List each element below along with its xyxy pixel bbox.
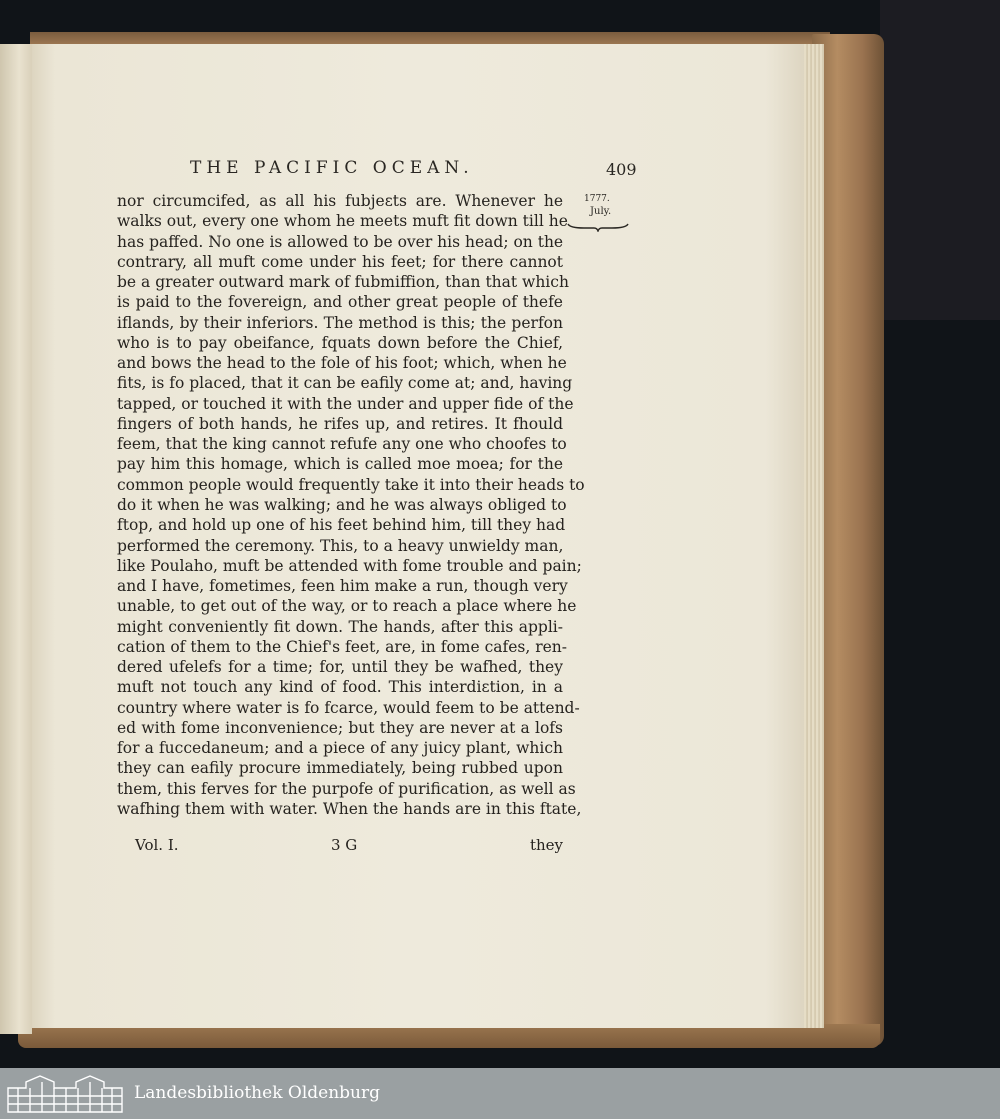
- text-line: they can eafily procure immediately, being rubbed upon: [117, 759, 563, 778]
- text-line: country where water is fo fcarce, would feem to be attend-: [117, 698, 580, 717]
- catchword: they: [529, 836, 563, 854]
- text-line: contrary, all muft come under his feet; for there cannot: [117, 252, 563, 271]
- text-line: do it when he was walking; and he was always obliged to: [117, 495, 567, 514]
- library-name: Landesbibliothek Oldenburg: [134, 1083, 381, 1103]
- text-line: is paid to the fovereign, and other great people of thefe: [117, 293, 563, 312]
- body-text: [117, 191, 585, 819]
- text-line: dered ufelefs for a time; for, until they be wafhed, they: [117, 658, 563, 677]
- page-footer: [135, 836, 563, 856]
- text-line: for a fuccedaneum; and a piece of any juicy plant, which: [117, 739, 563, 758]
- text-line: cation of them to the Chief's feet, are, in fome cafes, ren-: [117, 637, 568, 656]
- text-line: unable, to get out of the way, or to reach a place where he: [117, 597, 577, 616]
- text-line: like Poulaho, muft be attended with fome trouble and pain;: [117, 556, 582, 575]
- running-head: THE PACIFIC OCEAN.: [190, 158, 474, 178]
- text-line: ftop, and hold up one of his feet behind him, till they had: [117, 516, 566, 535]
- text-line: pay him this homage, which is called moe moea; for the: [117, 455, 563, 474]
- volume-label: Vol. I.: [135, 836, 179, 854]
- text-line: muft not touch any kind of food. This interdiɛtion, in a: [117, 678, 563, 697]
- text-line: fingers of both hands, he rifes up, and retires. It fhould: [117, 414, 563, 433]
- text-line: feem, that the king cannot refufe any one who choofes to: [117, 435, 567, 454]
- library-banner: [0, 1068, 1000, 1119]
- margin-brace-icon: [566, 218, 630, 232]
- signature-mark: 3 G: [331, 836, 358, 854]
- text-line: them, this ferves for the purpofe of purification, as well as: [117, 779, 576, 798]
- text-line: wafhing them with water. When the hands are in this ftate,: [117, 799, 582, 818]
- text-line: and bows the head to the fole of his foot; which, when he: [117, 354, 567, 373]
- margin-note-month: July.: [590, 206, 612, 217]
- text-line: who is to pay obeifance, fquats down before the Chief,: [117, 333, 563, 352]
- text-line: nor circumcifed, as all his fubjeɛts are. Whenever he: [117, 192, 563, 210]
- text-line: performed the ceremony. This, to a heavy unwieldy man,: [117, 536, 564, 555]
- text-line: tapped, or touched it with the under and upper fide of the: [117, 394, 574, 413]
- margin-note-year: 1777.: [584, 194, 610, 204]
- page-number: 409: [606, 160, 637, 179]
- background-shadow: [880, 0, 1000, 320]
- left-page-edge: [0, 44, 32, 1034]
- library-building-icon: [6, 1074, 124, 1114]
- text-line: and I have, fometimes, feen him make a run, though very: [117, 577, 568, 596]
- text-line: common people would frequently take it into their heads to: [117, 475, 585, 494]
- text-line: might conveniently fit down. The hands, after this appli-: [117, 617, 563, 636]
- text-line: be a greater outward mark of fubmiffion, than that which: [117, 273, 569, 292]
- text-line: iflands, by their inferiors. The method is this; the perfon: [117, 313, 563, 332]
- text-line: has paffed. No one is allowed to be over his head; on the: [117, 232, 564, 251]
- text-line: walks out, every one whom he meets muft fit down till he: [117, 212, 568, 231]
- text-line: ed with fome inconvenience; but they are never at a lofs: [117, 718, 563, 737]
- text-line: fits, is fo placed, that it can be eafily come at; and, having: [117, 374, 573, 393]
